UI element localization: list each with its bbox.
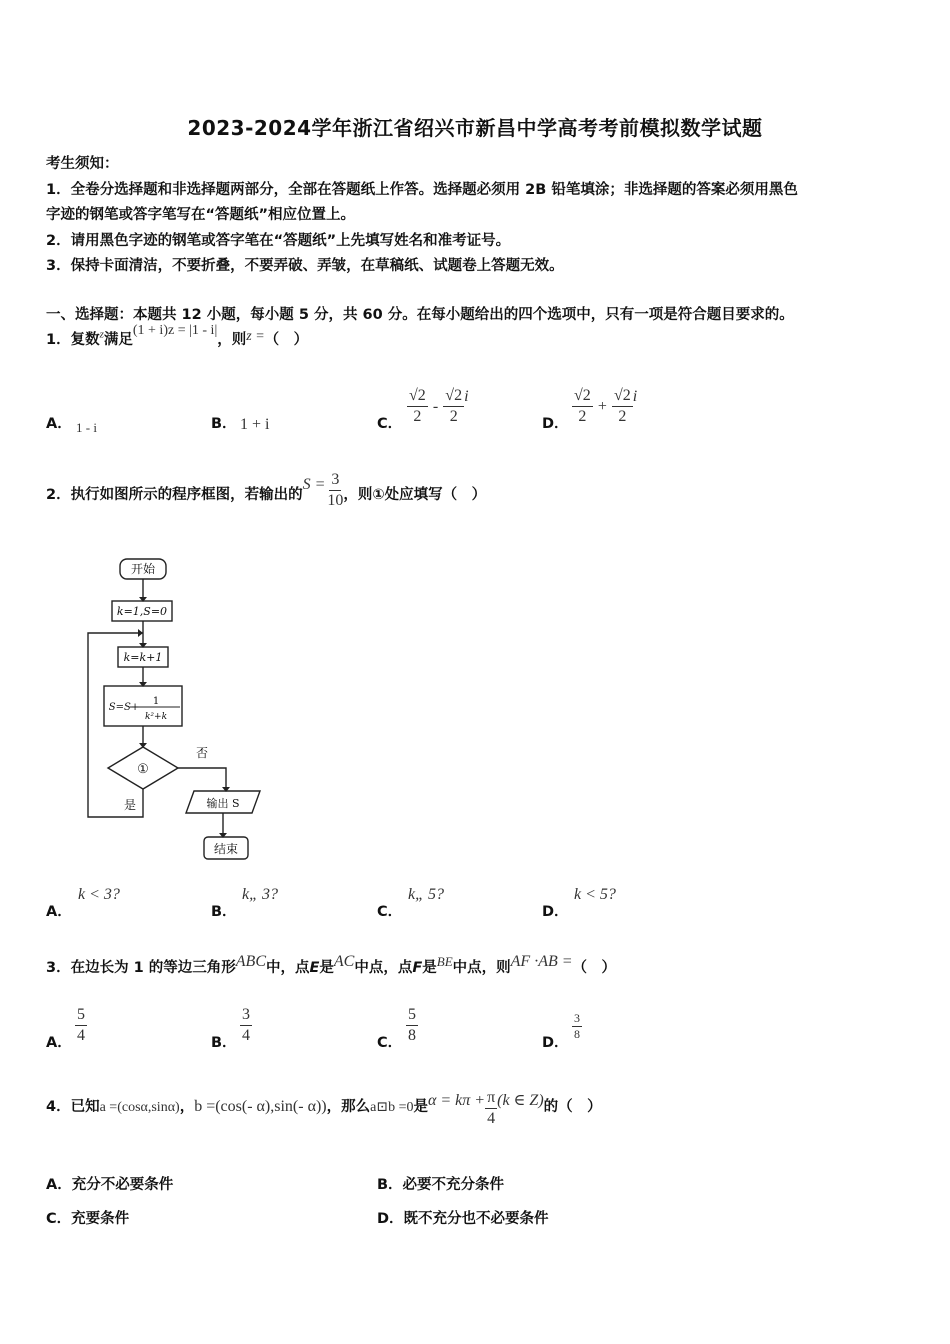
flow-yes: 是	[123, 798, 137, 812]
notice-line-2: 2．请用黑色字迹的钢笔或答字笔在“答题纸”上先填写姓名和准考证号。	[46, 233, 511, 249]
q3-f: F	[412, 960, 423, 976]
flow-init: k=1,S=0	[116, 605, 168, 618]
question-3	[46, 950, 617, 976]
q2-option-b-value: k„ 3?	[242, 886, 278, 903]
q3-option-d-value: $\frac{3}{8}$	[574, 1011, 580, 1041]
question-2	[46, 470, 486, 511]
q1-option-b-value: 1 + i	[240, 416, 270, 433]
q1-text-2: 满足	[103, 332, 133, 348]
q4-text-3: 是	[413, 1099, 428, 1115]
flow-sum-left: S=S+	[108, 702, 140, 713]
q1-d-plus: +	[597, 398, 607, 415]
flow-end: 结束	[213, 842, 239, 856]
q2-option-a-value: k < 3?	[78, 886, 120, 903]
q2-frac: $\frac{3}{10}$	[327, 471, 344, 509]
q4-alpha: α = kπ +	[427, 1092, 486, 1109]
q3-abc: ABC	[235, 953, 266, 970]
q2-option-b-label: B．	[211, 904, 237, 920]
q4-option-b: B．必要不充分条件	[377, 1177, 505, 1193]
q2-option-d-label: D．	[542, 904, 569, 920]
q1-text-1: 1．复数	[46, 332, 100, 348]
q1-option-a-label: A．	[46, 416, 72, 432]
q3-text-7: （ ）	[572, 960, 617, 976]
q4-option-a: A．充分不必要条件	[46, 1177, 174, 1193]
q2-option-d-value: k < 5?	[574, 886, 616, 903]
q1-c-minus: -	[432, 398, 439, 415]
q1-d-frac-1: $\frac{√2}{2}$	[574, 387, 591, 425]
flow-sum-den: k²+k	[144, 712, 168, 722]
q1-option-c-label: C．	[377, 416, 403, 432]
q4-dot: a⊡b =0	[370, 1100, 414, 1115]
q3-ac: AC	[333, 953, 355, 970]
notice-line-1b: 字迹的钢笔或答字笔写在“答题纸”相应位置上。	[46, 207, 356, 223]
q4-comma: ，	[179, 1099, 195, 1115]
q1-d-frac-2: $\frac{√2}{2}$	[614, 387, 631, 425]
q1-c-frac-2: $\frac{√2}{2}$	[445, 387, 463, 425]
q3-option-c-value: $\frac{5}{8}$	[408, 1006, 416, 1044]
q1-c-frac-1: $\frac{√2}{2}$	[409, 387, 426, 425]
flowchart	[80, 555, 280, 867]
q1-option-c-value	[407, 386, 469, 427]
q3-option-d-label: D．	[542, 1035, 569, 1051]
q3-option-a-value: $\frac{5}{4}$	[77, 1006, 85, 1044]
q3-e: E	[309, 960, 320, 976]
q4-vector-b: b =(cos(- α),sin(- α))	[194, 1098, 327, 1115]
q3-option-c-label: C．	[377, 1035, 403, 1051]
q3-option-a-label: A．	[46, 1035, 72, 1051]
q4-option-d: D．既不充分也不必要条件	[377, 1211, 549, 1227]
q1-text-3: ，则	[217, 332, 247, 348]
q1-condition: (1 + i)z = |1 - i|	[132, 323, 218, 338]
q1-option-d-label: D．	[542, 416, 569, 432]
q1-var: z	[99, 328, 104, 341]
q3-text-5: 是	[422, 960, 437, 976]
q4-text-4: 的（ ）	[543, 1099, 602, 1115]
q2-text-2: ，则①处应填写（ ）	[343, 487, 487, 503]
q1-var-z: z =	[246, 329, 265, 344]
q4-text-2: ，那么	[326, 1099, 371, 1115]
notice-line-3: 3．保持卡面清洁，不要折叠，不要弄破、弄皱，在草稿纸、试题卷上答题无效。	[46, 258, 564, 274]
notice-line-1a: 1．全卷分选择题和非选择题两部分，全部在答题纸上作答。选择题必须用 2B 铅笔填涂；非选择题的答案必须用黑色	[46, 182, 798, 198]
notice-heading: 考生须知：	[46, 156, 119, 172]
q4-text-1: 4．已知	[46, 1099, 100, 1115]
q1-option-b-label: B．	[211, 416, 237, 432]
flow-inc: k=k+1	[123, 651, 163, 664]
q2-text-1: 2．执行如图所示的程序框图，若输出的	[46, 487, 303, 503]
question-1	[46, 323, 309, 349]
q3-text-1: 3．在边长为 1 的等边三角形	[46, 960, 236, 976]
q1-d-i: i	[632, 388, 638, 405]
flow-sum-num: 1	[152, 696, 160, 707]
q4-pi-frac: $\frac{\pi}{4}$	[487, 1089, 496, 1127]
q3-text-2: 中，点	[266, 960, 310, 976]
q3-text-6: 中点，则	[452, 960, 511, 976]
q4-kz: (k ∈ Z)	[497, 1092, 544, 1109]
flow-output: 输出 S	[206, 797, 240, 810]
question-4	[46, 1089, 602, 1133]
q1-option-a-value: 1 - i	[76, 420, 97, 435]
q3-option-b-label: B．	[211, 1035, 237, 1051]
q1-text-4: （ ）	[264, 332, 309, 348]
q4-option-c: C．充要条件	[46, 1211, 130, 1227]
q2-option-c-label: C．	[377, 904, 403, 920]
q1-option-d-value	[572, 386, 637, 427]
q2-option-a-label: A．	[46, 904, 72, 920]
flow-cond: ①	[137, 762, 149, 777]
page-title: 2023-2024学年浙江省绍兴市新昌中学高考考前模拟数学试题	[187, 116, 763, 140]
q4-vector-a: a =(cosα,sinα)	[99, 1100, 180, 1115]
q3-text-4: 中点，点	[354, 960, 413, 976]
flow-no: 否	[195, 746, 209, 760]
q1-c-i: i	[464, 388, 469, 405]
q2-s: S =	[302, 476, 326, 493]
q3-expr: AF ·AB =	[510, 953, 573, 970]
flow-start: 开始	[130, 562, 156, 576]
q3-be: BE	[436, 954, 453, 969]
q3-option-b-value: $\frac{3}{4}$	[242, 1006, 250, 1044]
q2-option-c-value: k„ 5?	[408, 886, 444, 903]
q3-text-3: 是	[319, 960, 334, 976]
section-heading: 一、选择题：本题共 12 小题，每小题 5 分，共 60 分。在每小题给出的四个选项中，只有一项是符合题目要求的。	[46, 307, 794, 323]
